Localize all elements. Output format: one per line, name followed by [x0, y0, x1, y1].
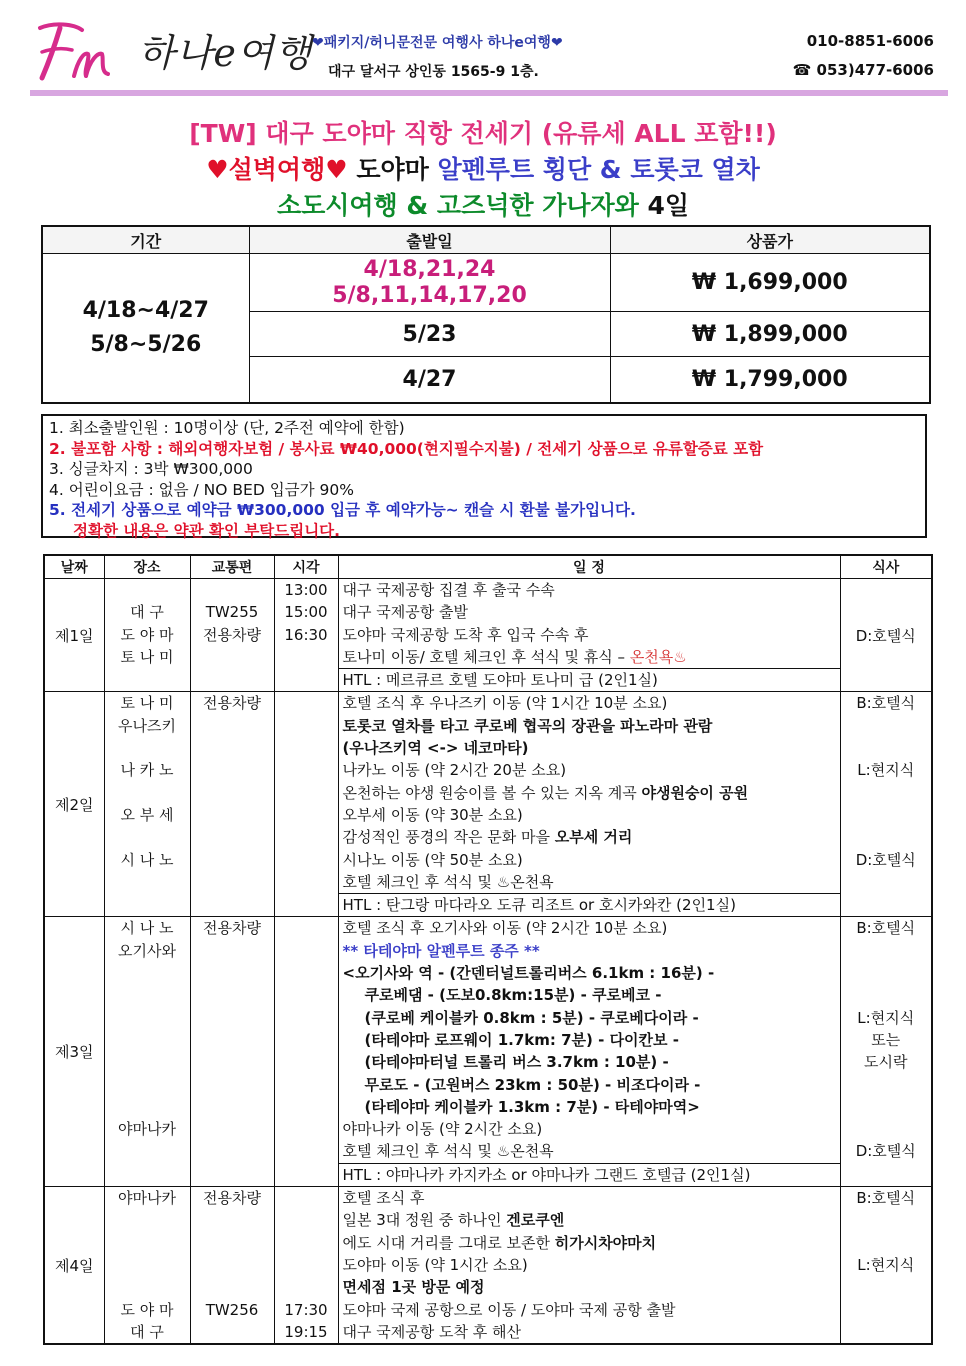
day3-transport — [190, 917, 274, 1187]
header-day: 날짜 — [44, 555, 104, 579]
hotel-line: HTL : 탄그랑 마다라오 도큐 리조트 or 호시카와칸 (2인1실) — [339, 893, 840, 916]
schedule-line: (타테야마터널 트롤리 버스 3.7km : 10분) - — [364, 1053, 669, 1072]
day-label: 제3일 — [44, 917, 104, 1187]
title-alpen-route: 알펜루트 횡단 & 토롯코 열차 — [437, 155, 760, 184]
header-divider — [30, 90, 948, 96]
place: 대 구 — [130, 603, 164, 622]
transport — [191, 579, 274, 601]
day1-transport — [190, 579, 274, 692]
place: 우나즈키 — [118, 716, 176, 735]
day4-transport — [190, 1187, 274, 1345]
meal-dinner: D:호텔식 — [855, 1142, 916, 1161]
schedule-line: 나카노 이동 (약 2시간 20분 소요) — [342, 761, 567, 780]
notes-box — [41, 414, 927, 538]
higashi-chaya: 히가시차야마치 — [554, 1233, 657, 1252]
day-label: 제4일 — [44, 1187, 104, 1345]
schedule-line: (우나즈키역 <-> 네코마타) — [342, 739, 529, 758]
kenrokuen: 겐로쿠엔 — [506, 1211, 565, 1230]
meal-lunch-or: 또는 — [871, 1030, 901, 1049]
schedule-line — [339, 1209, 840, 1231]
day2-transport — [190, 692, 274, 917]
departure-cell — [249, 254, 610, 312]
note-excluded: 2. 불포함 사항 : 해외여행자보험 / 봉사료 ₩40,000(현지필수지불) / 전세기 상품으로 유류할증료 포함 — [49, 439, 764, 458]
schedule-line: 오부세 이동 (약 30분 소요) — [342, 805, 523, 824]
schedule-line: (쿠로베 케이블카 0.8km : 5분) - 쿠로베다이라 - — [364, 1008, 699, 1027]
schedule-line: 호텔 체크인 후 석식 및 ♨온천욕 — [342, 872, 554, 891]
note-single-charge: 3. 싱글차지 : 3박 ₩300,000 — [49, 460, 253, 478]
place: 나 카 노 — [120, 761, 174, 780]
day4-meals — [840, 1187, 932, 1345]
place: 오기사와 — [118, 941, 176, 960]
day3-places — [104, 917, 190, 1187]
day1-places — [104, 579, 190, 692]
place: 도 야 마 — [120, 625, 174, 644]
departure-cell: 5/23 — [249, 312, 610, 357]
schedule-line: 호텔 조식 후 우나즈키 이동 (약 1시간 10분 소요) — [342, 694, 668, 713]
day4-schedule — [338, 1187, 840, 1345]
transport: TW256 — [205, 1300, 259, 1319]
day2-meals — [840, 692, 932, 917]
day1-meal: D:호텔식 — [840, 579, 932, 692]
header-meal: 식사 — [840, 555, 932, 579]
day-label: 제1일 — [44, 579, 104, 692]
company-logo — [34, 20, 114, 82]
schedule-line: <오기사와 역 - (간덴터널트롤리버스 6.1km : 16분) - — [342, 964, 715, 983]
transport: 전용차량 — [203, 919, 261, 938]
header-price: 상품가 — [610, 226, 930, 254]
day3-times — [274, 917, 338, 1187]
address: 대구 달서구 상인동 1565-9 1층. — [328, 64, 539, 80]
day2-places — [104, 692, 190, 917]
schedule-line: ** 타테야마 알펜루트 종주 ** — [342, 941, 540, 960]
place: 야마나카 — [118, 1189, 176, 1208]
place: 야마나카 — [118, 1120, 176, 1139]
schedule-text: 토나미 이동/ 호텔 체크인 후 석식 및 휴식 – — [342, 647, 630, 666]
schedule-line: 야마나카 이동 (약 2시간 소요) — [342, 1120, 543, 1139]
schedule-line: 호텔 조식 후 — [342, 1189, 425, 1208]
title-line-1: [TW] 대구 도야마 직항 전세기 (유류세 ALL 포함!!) — [189, 119, 777, 148]
hotel-line: HTL : 메르큐르 호텔 도야마 토나미 급 (2인1실) — [339, 668, 840, 691]
schedule-line: (타테야마 로프웨이 1.7km: 7분) - 다이칸보 - — [364, 1030, 679, 1049]
place — [105, 579, 190, 601]
meal-lunch-box: 도시락 — [864, 1053, 908, 1072]
schedule-line: 토롯코 열차를 타고 쿠로베 협곡의 장관을 파노라마 관람 — [342, 716, 713, 735]
note-terms: 정확한 내용은 약관 확인 부탁드립니다. — [73, 521, 341, 540]
departure-line-2: 5/8,11,14,17,20 — [332, 282, 527, 308]
meal-dinner: D:호텔식 — [855, 850, 916, 869]
meal-lunch: L:현지식 — [857, 1255, 915, 1274]
schedule-line: 면세점 1곳 방문 예정 — [342, 1278, 485, 1297]
title-duration: 4일 — [647, 191, 690, 220]
title-line-2 — [0, 150, 966, 186]
schedule-line: 무로도 - (고원버스 23km : 50분) - 비조다이라 - — [364, 1075, 701, 1094]
meal-breakfast: B:호텔식 — [856, 919, 916, 938]
obuse-street: 오부세 거리 — [554, 828, 633, 847]
time: 17:30 — [284, 1300, 328, 1319]
place — [105, 737, 190, 759]
note-child-fee: 4. 어린이요금 : 없음 / NO BED 입금가 90% — [49, 480, 354, 499]
departure-cell: 4/27 — [249, 357, 610, 403]
meal-lunch: L:현지식 — [857, 1008, 915, 1027]
schedule-line: 호텔 체크인 후 석식 및 ♨온천욕 — [342, 1142, 554, 1161]
schedule-text: 감성적인 풍경의 작은 문화 마을 — [342, 828, 555, 847]
header-period: 기간 — [42, 226, 249, 254]
time: 13:00 — [284, 581, 328, 599]
place: 시 나 노 — [120, 850, 174, 869]
schedule-line — [339, 782, 840, 804]
time: 19:15 — [284, 1322, 328, 1341]
title-small-city: 소도시여행 & 고즈넉한 가나자와 — [276, 191, 648, 220]
departure-line-1: 4/18,21,24 — [363, 257, 496, 283]
schedule-line: 호텔 조식 후 오기사와 이동 (약 2시간 10분 소요) — [342, 919, 668, 938]
place — [105, 782, 190, 804]
schedule-line: (타테야마 케이블카 1.3km : 7분) - 타테야마역> — [364, 1097, 700, 1116]
hot-spring-text: 온천욕♨ — [629, 647, 687, 666]
slogan: ❤패키지/허니문전문 여행사 하나e여행❤ — [312, 35, 563, 51]
schedule-line: 시나노 이동 (약 50분 소요) — [342, 850, 523, 869]
schedule-line: 도야마 국제 공항으로 이동 / 도야마 국제 공항 출발 — [342, 1300, 676, 1319]
schedule-line: 대구 국제공항 출발 — [342, 603, 468, 622]
transport: TW255 — [205, 603, 259, 622]
price-table — [41, 225, 931, 404]
title-snow-wall: ♥설벽여행♥ — [206, 155, 348, 184]
price-cell: ₩ 1,799,000 — [610, 357, 930, 403]
day2-schedule — [338, 692, 840, 917]
period-line-2: 5/8~5/26 — [90, 331, 202, 357]
transport: 전용차량 — [203, 625, 261, 644]
header-departure: 출발일 — [249, 226, 610, 254]
place: 토 나 미 — [120, 694, 174, 713]
day1-times — [274, 579, 338, 692]
transport: 전용차량 — [203, 694, 261, 713]
schedule-line: 대구 국제공항 도착 후 해산 — [342, 1322, 521, 1341]
header-time: 시각 — [274, 555, 338, 579]
meal-lunch: L:현지식 — [857, 761, 915, 780]
meal-breakfast: B:호텔식 — [856, 1189, 916, 1208]
schedule-line: 쿠로베댐 - (도보0.8km:15분) - 쿠로베코 - — [364, 986, 662, 1005]
monkey-park: 야생원숭이 공원 — [641, 783, 749, 802]
place: 오 부 세 — [120, 805, 174, 824]
schedule-text: 일본 3대 정원 중 하나인 — [342, 1211, 507, 1230]
hotel-line: HTL : 야마나카 카지카소 or 야마나카 그랜드 호텔급 (2인1실) — [339, 1163, 840, 1186]
schedule-text: 온천하는 야생 원숭이를 볼 수 있는 지옥 계곡 — [342, 783, 642, 802]
title-line-3 — [0, 186, 966, 222]
place — [105, 826, 190, 848]
period-cell — [42, 254, 249, 403]
schedule-text: 에도 시대 거리를 그대로 보존한 — [342, 1233, 555, 1252]
day-label: 제2일 — [44, 692, 104, 917]
schedule-line: 도야마 이동 (약 1시간 소요) — [342, 1255, 528, 1274]
note-deposit: 5. 전세기 상품으로 예약금 ₩300,000 입금 후 예약가능~ 캔슬 시 환불 불가입니다. — [49, 501, 636, 519]
time: 15:00 — [284, 603, 328, 622]
day1-schedule — [338, 579, 840, 692]
time: 16:30 — [284, 625, 328, 644]
phone-mobile: 010-8851-6006 — [806, 32, 934, 50]
day3-schedule — [338, 917, 840, 1187]
meal-breakfast: B:호텔식 — [856, 694, 916, 713]
note-min-people: 1. 최소출발인원 : 10명이상 (단, 2주전 예약에 한함) — [49, 419, 405, 437]
place: 도 야 마 — [120, 1300, 174, 1319]
day4-places — [104, 1187, 190, 1345]
logo-text: 하나e여행 — [138, 31, 313, 75]
schedule-line — [339, 1232, 840, 1254]
transport: 전용차량 — [203, 1189, 261, 1208]
price-cell: ₩ 1,699,000 — [610, 254, 930, 312]
day4-times — [274, 1187, 338, 1345]
schedule-line: 도야마 국제공항 도착 후 입국 수속 후 — [342, 625, 589, 644]
schedule-line — [339, 826, 840, 848]
place: 토 나 미 — [120, 647, 174, 666]
day3-meals — [840, 917, 932, 1187]
title-toyama: 도야마 — [347, 155, 438, 184]
place: 시 나 노 — [120, 919, 174, 938]
schedule-line: 대구 국제공항 집결 후 출국 수속 — [342, 581, 555, 599]
phone-office: ☎ 053)477-6006 — [792, 61, 934, 79]
header-transport: 교통편 — [190, 555, 274, 579]
day2-times — [274, 692, 338, 917]
schedule-line — [339, 646, 840, 668]
price-cell: ₩ 1,899,000 — [610, 312, 930, 357]
header-place: 장소 — [104, 555, 190, 579]
place: 대 구 — [130, 1322, 164, 1341]
itinerary-table — [43, 554, 933, 1345]
period-line-1: 4/18~4/27 — [82, 297, 209, 323]
header-schedule: 일 정 — [338, 555, 840, 579]
